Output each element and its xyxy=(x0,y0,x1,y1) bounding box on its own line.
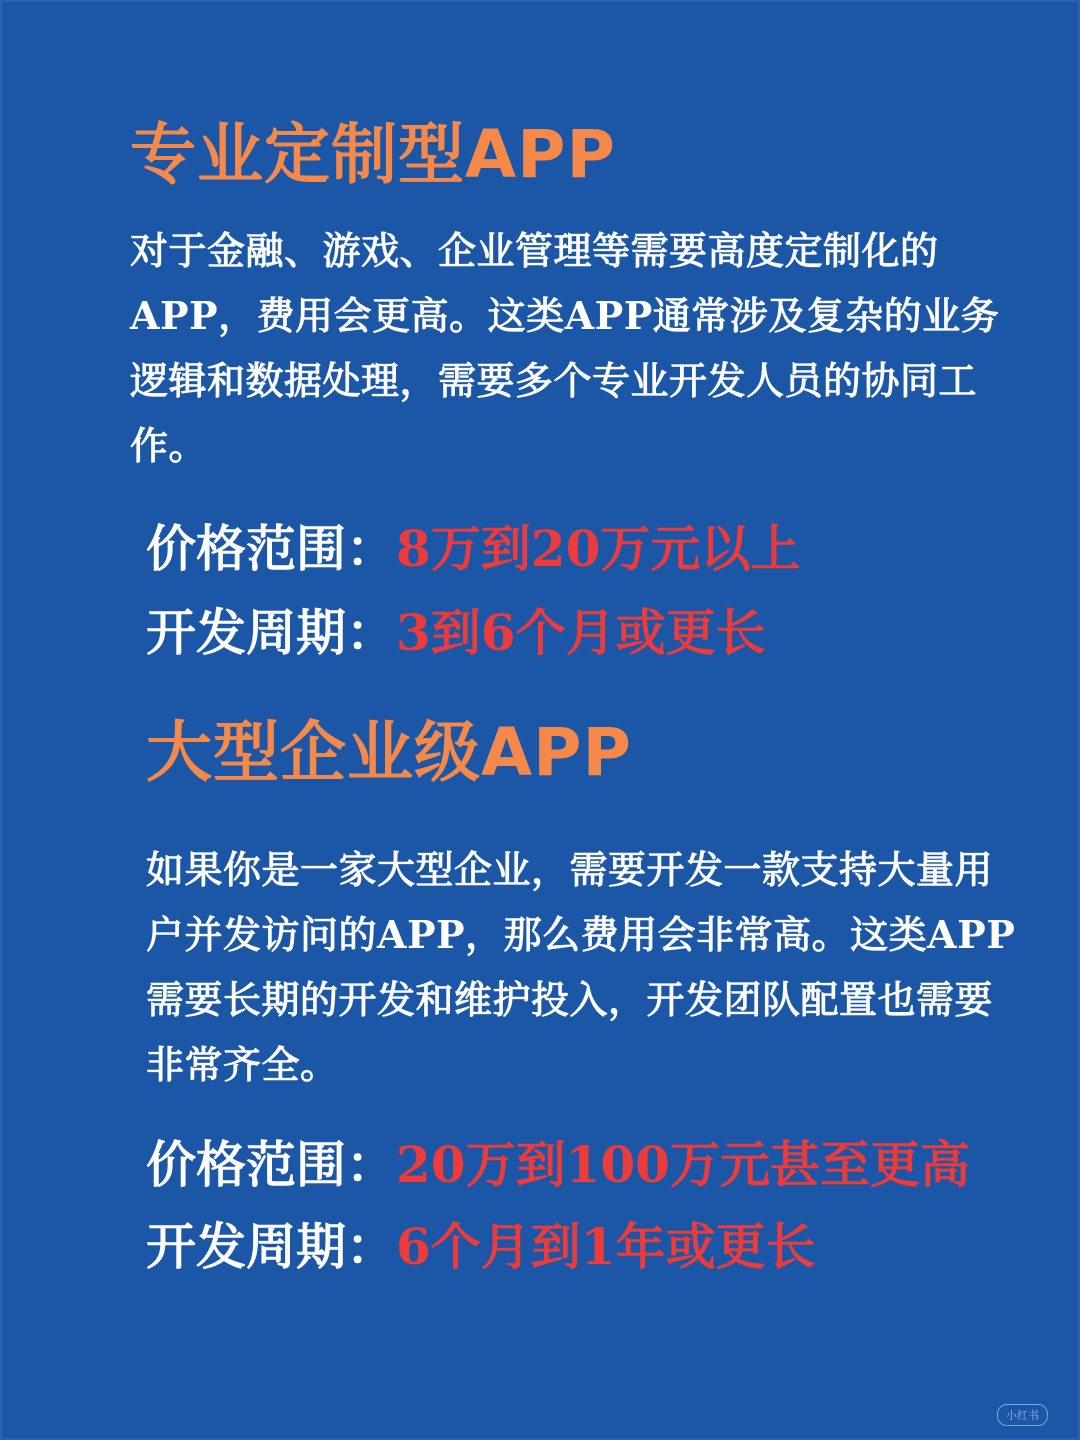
price-range-row xyxy=(146,1135,970,1194)
dev-cycle-value: 6个月到1年或更长 xyxy=(396,1217,816,1276)
price-range-value: 8万到20万元以上 xyxy=(396,519,801,578)
price-range-label: 价格范围： xyxy=(146,1135,396,1194)
dev-cycle-label: 开发周期： xyxy=(146,1217,396,1276)
dev-cycle-label: 开发周期： xyxy=(146,603,396,662)
dev-cycle-value: 3到6个月或更长 xyxy=(396,603,766,662)
price-range-row xyxy=(146,519,801,578)
section-title-enterprise-app: 大型企业级APP xyxy=(146,714,632,791)
price-range-label: 价格范围： xyxy=(146,519,396,578)
section-description-custom-app: 对于金融、游戏、企业管理等需要高度定制化的APP，费用会更高。这类APP通常涉及复杂的业务逻辑和数据处理，需要多个专业开发人员的协同工作。 xyxy=(130,228,1000,468)
section-title-custom-app: 专业定制型APP xyxy=(130,116,616,193)
section-description-enterprise-app: 如果你是一家大型企业，需要开发一款支持大量用户并发访问的APP，那么费用会非常高。这类APP需要长期的开发和维护投入，开发团队配置也需要非常齐全。 xyxy=(146,847,1016,1087)
dev-cycle-row xyxy=(146,1217,816,1276)
dev-cycle-row xyxy=(146,603,766,662)
price-range-value: 20万到100万元甚至更高 xyxy=(396,1135,970,1194)
watermark-logo: 小红书 xyxy=(997,1404,1048,1426)
